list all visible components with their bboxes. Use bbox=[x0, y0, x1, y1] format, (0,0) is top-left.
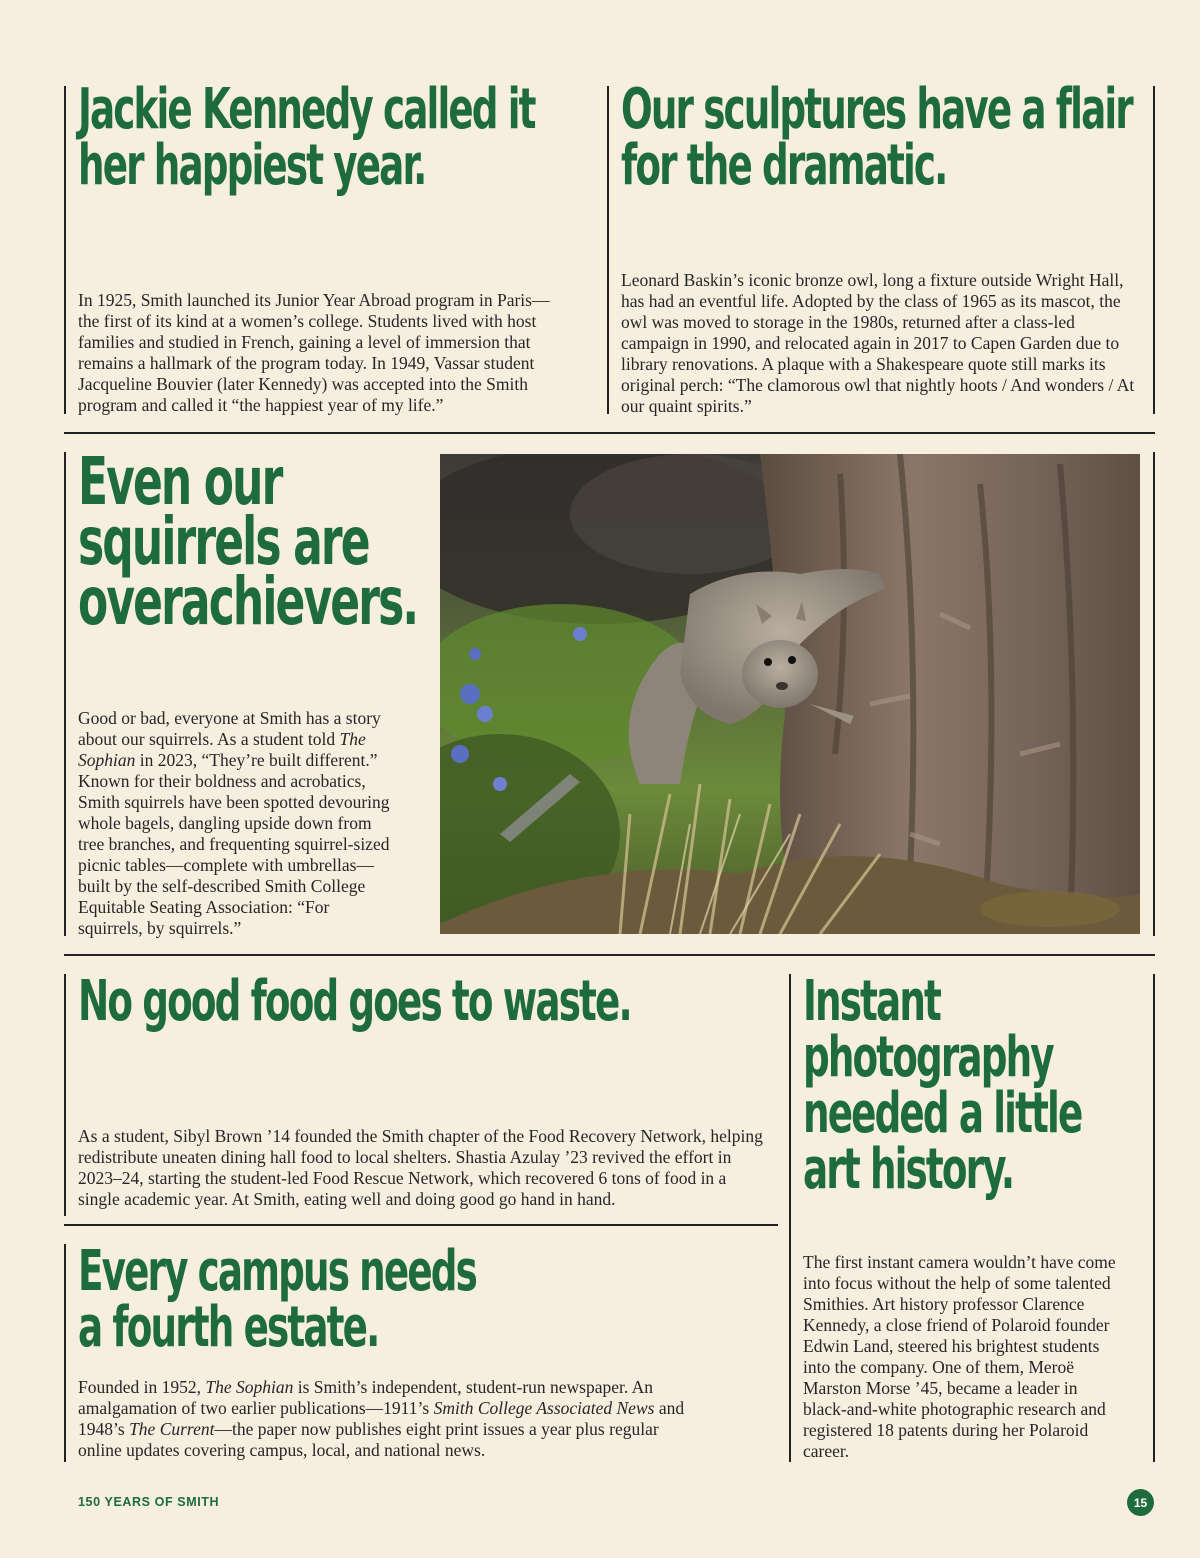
body-photography: The first instant camera wouldn’t have come into focus without the help of some talented Smithies. Art history professor Clarence Kennedy, a close friend of Polaroid founder Edwin Land, steered his brightest students into the company. One of them, Meroë Marston Morse ’45, became a leader in black-and-white photographic research and registered 18 patents during her Polaroid career. bbox=[803, 1252, 1116, 1461]
divider-top bbox=[64, 432, 1155, 434]
squirrel-photo bbox=[440, 454, 1140, 934]
headline-squirrels: Even our squirrels are overachievers. bbox=[78, 443, 418, 640]
body-estate: Founded in 1952, The Sophian is Smith’s independent, student-run newspaper. An amalgamation of two earlier publications—1911’s Smith College Associated News and 1948’s The Current—the paper now publishes eight print issues a year plus regular online updates covering campus, local, and national news. bbox=[78, 1377, 685, 1460]
headline-photography: Instant photography needed a little art history. bbox=[803, 969, 1082, 1202]
section-estate bbox=[64, 1239, 778, 1462]
headline-jackie: Jackie Kennedy called it her happiest year. bbox=[78, 77, 535, 198]
divider-middle bbox=[64, 954, 1155, 956]
footer-label: 150 YEARS OF SMITH bbox=[78, 1495, 220, 1509]
body-squirrels: Good or bad, everyone at Smith has a story about our squirrels. As a student told The Sophian in 2023, “They’re built different.” Known for their boldness and acrobatics, Smith squirrels have been spotted devouring whole bagels, dangling upside down from tree branches, and frequenting squirrel-sized picnic tables—complete with umbrellas—built by the self-described Smith College Equitable Seating Association: “For squirrels, by squirrels.” bbox=[78, 708, 390, 938]
headline-sculptures: Our sculptures have a flair for the dramatic. bbox=[621, 77, 1132, 198]
body-food: As a student, Sibyl Brown ’14 founded the Smith chapter of the Food Recovery Network, helping redistribute uneaten dining hall food to local shelters. Shastia Azulay ’23 revived the effort in 2023–24, starting the student-led Food Rescue Network, which recovered 6 tons of food in a single academic year. At Smith, eating well and doing good go hand in hand. bbox=[78, 1126, 763, 1209]
section-jackie bbox=[64, 77, 584, 415]
section-sculptures bbox=[607, 77, 1155, 416]
section-photography bbox=[789, 969, 1155, 1462]
body-jackie: In 1925, Smith launched its Junior Year Abroad program in Paris— the first of its kind at a women’s college. Students lived with host families and studied in French, gaining a level of immersion that remains a hallmark of the program today. In 1949, Vassar student Jacqueline Bouvier (later Kennedy) was accepted into the Smith program and called it “the happiest year of my life.” bbox=[78, 290, 550, 415]
page-number: 15 bbox=[1127, 1489, 1154, 1516]
headline-estate: Every campus needs a fourth estate. bbox=[78, 1239, 476, 1360]
headline-food: No good food goes to waste. bbox=[78, 969, 631, 1034]
section-food bbox=[64, 969, 778, 1216]
body-sculptures: Leonard Baskin’s iconic bronze owl, long a fixture outside Wright Hall, has had an eventful life. Adopted by the class of 1965 as its mascot, the owl was moved to storage in the 1980s, returned after a class-led campaign in 1990, and relocated again in 2017 to Capen Garden due to library renovations. A plaque with a Shakespeare quote still marks its original perch: “The clamorous owl that nightly hoots / And wonders / At our quaint spirits.” bbox=[621, 270, 1135, 416]
divider-food-estate bbox=[64, 1224, 778, 1226]
